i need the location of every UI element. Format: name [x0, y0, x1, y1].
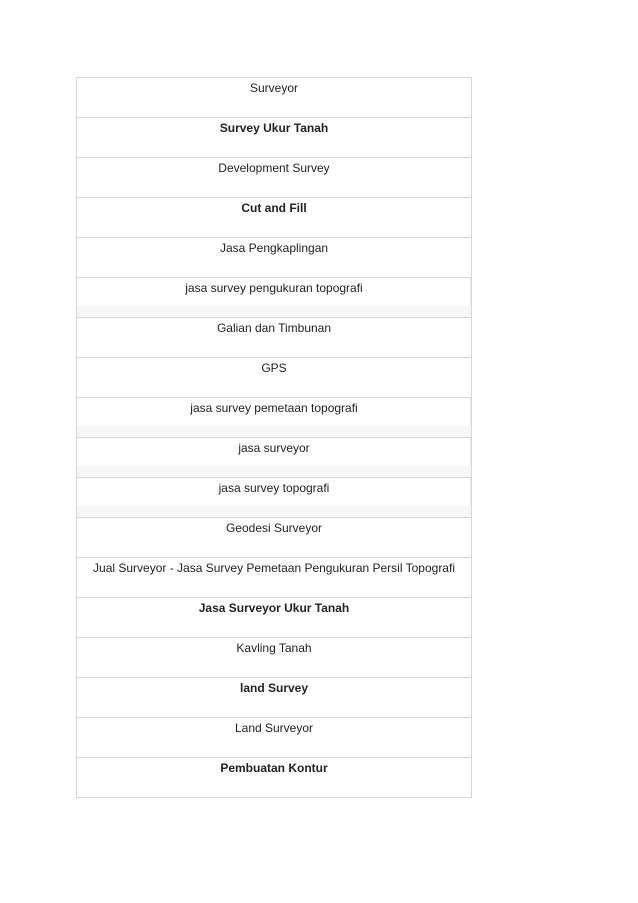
- table-cell: Development Survey: [218, 161, 330, 175]
- table-cell: jasa survey pengukuran topografi: [185, 281, 363, 295]
- table-cell: Land Surveyor: [234, 721, 314, 735]
- table-row: [77, 597, 471, 637]
- table-cell: Kavling Tanah: [236, 641, 312, 655]
- table-cell: land Survey: [239, 681, 309, 695]
- table-cell: Jasa Surveyor Ukur Tanah: [198, 601, 350, 615]
- table-row: [77, 77, 471, 117]
- table-cell: Cut and Fill: [241, 201, 307, 215]
- table-cell: jasa survey pemetaan topografi: [190, 401, 358, 415]
- table-row: [77, 517, 471, 557]
- table-cell: Pembuatan Kontur: [220, 761, 328, 775]
- table-row: [77, 317, 471, 357]
- table-cell: GPS: [261, 361, 287, 375]
- table-row: [77, 157, 471, 197]
- table-row: [77, 757, 471, 797]
- table-row: [77, 557, 471, 597]
- table-row: [77, 277, 471, 317]
- table-cell: Geodesi Surveyor: [225, 521, 323, 535]
- table-cell: jasa surveyor: [238, 441, 310, 455]
- table-row: [77, 477, 471, 517]
- table-cell: Jual Surveyor - Jasa Survey Pemetaan Pengukuran Persil Topografi: [93, 561, 455, 575]
- table-row: [77, 197, 471, 237]
- table-row: [77, 637, 471, 677]
- table-row: [77, 117, 471, 157]
- table-cell: Jasa Pengkaplingan: [219, 241, 329, 255]
- table-row: [77, 677, 471, 717]
- table-cell: Galian dan Timbunan: [216, 321, 332, 335]
- table-row: [77, 357, 471, 397]
- table-row: [77, 437, 471, 477]
- table-cell: Survey Ukur Tanah: [219, 121, 329, 135]
- keyword-table: [76, 77, 472, 798]
- table-cell: Surveyor: [249, 81, 299, 95]
- table-row: [77, 397, 471, 437]
- table-row: [77, 237, 471, 277]
- table-cell: jasa survey topografi: [218, 481, 330, 495]
- table-row: [77, 717, 471, 757]
